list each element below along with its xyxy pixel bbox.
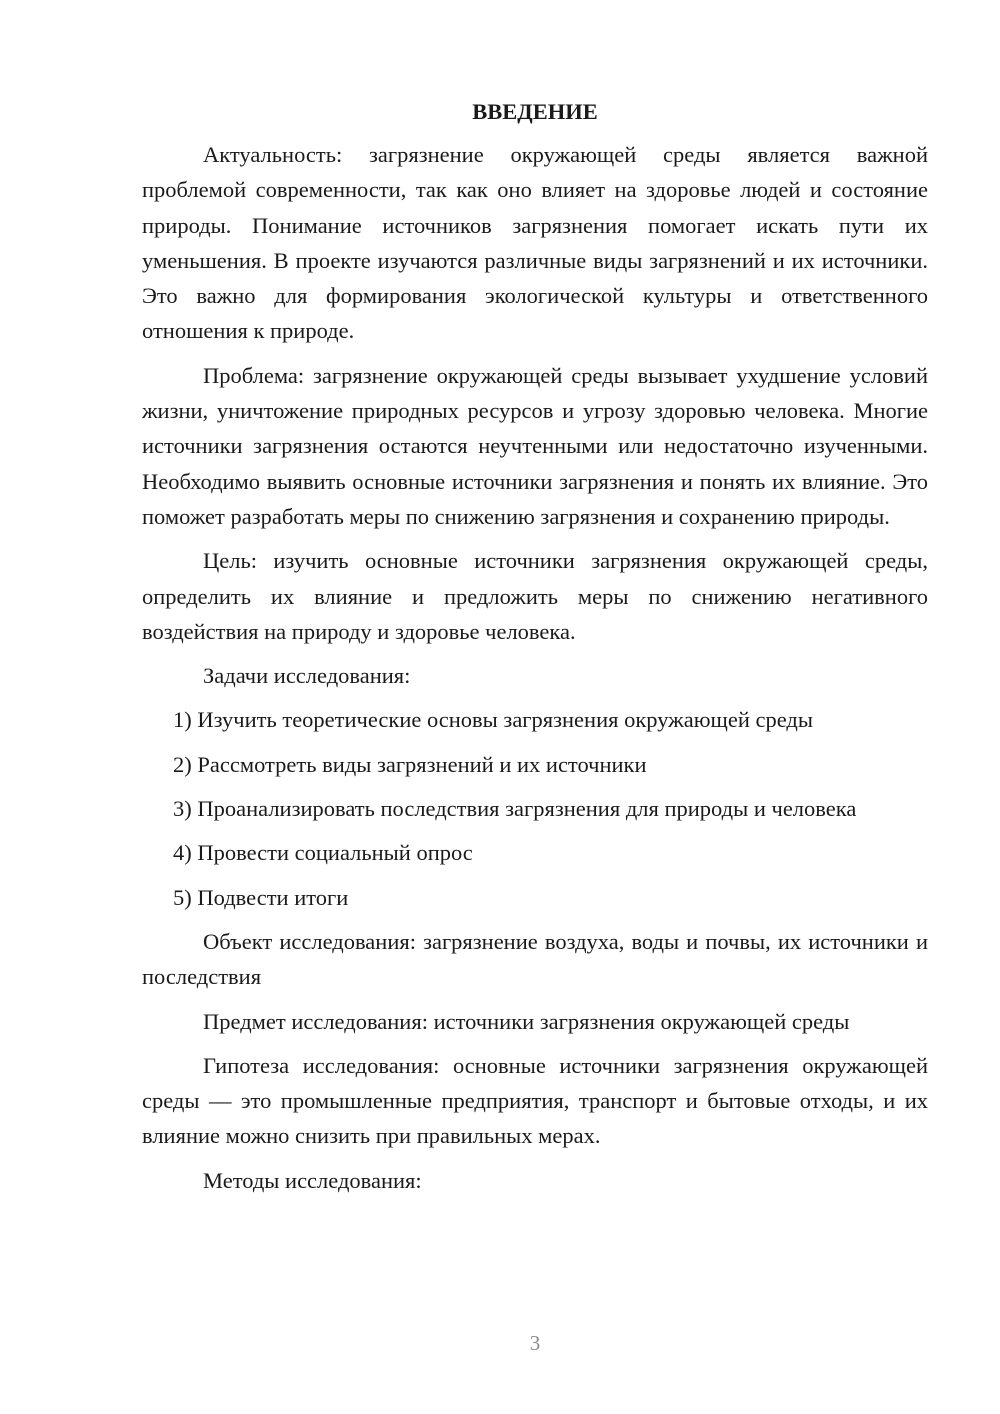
task-item-3: 3) Проанализировать последствия загрязнения для природы и человека bbox=[173, 796, 857, 822]
paragraph-goal: Цель: изучить основные источники загрязнения окружающей среды, определить их влияние и предложить меры по снижению негативного воздействия на природу и здоровье человека. bbox=[142, 548, 928, 644]
task-item-1: 1) Изучить теоретические основы загрязнения окружающей среды bbox=[173, 707, 813, 733]
paragraph-hypothesis: Гипотеза исследования: основные источники загрязнения окружающей среды — это промышленные предприятия, транспорт и бытовые отходы, и их влияние можно снизить при правильных мерах. bbox=[142, 1052, 928, 1149]
task-item-2: 2) Рассмотреть виды загрязнений и их источники bbox=[173, 751, 647, 777]
tasks-heading: Задачи исследования: bbox=[203, 663, 411, 689]
paragraph-methods: Методы исследования: bbox=[203, 1167, 422, 1193]
paragraph-subject: Предмет исследования: источники загрязнения окружающей среды bbox=[203, 1008, 850, 1034]
document-page bbox=[142, 94, 928, 1198]
paragraph-relevance: Актуальность: загрязнение окружающей среды является важной проблемой современности, так как оно влияет на здоровье людей и состояние природы. Понимание источников загрязнения помогает искать пути их уменьшения. В проекте изучаются различные виды загрязнений и их источники. Это важно для формирования экологической культуры и ответственного отношения к природе. bbox=[142, 142, 928, 344]
task-item-5: 5) Подвести итоги bbox=[173, 884, 349, 910]
paragraph-object: Объект исследования: загрязнение воздуха, воды и почвы, их источники и последствия bbox=[142, 928, 928, 990]
document-title: ВВЕДЕНИЕ bbox=[472, 99, 598, 124]
task-item-4: 4) Провести социальный опрос bbox=[173, 840, 473, 866]
paragraph-problem: Проблема: загрязнение окружающей среды вызывает ухудшение условий жизни, уничтожение природных ресурсов и угрозу здоровью человека. Многие источники загрязнения остаются неучтенными или недостаточно изученными. Необходимо выявить основные источники загрязнения и понять их влияние. Это поможет разработать меры по снижению загрязнения и сохранению природы. bbox=[142, 362, 928, 529]
page-number: 3 bbox=[529, 1331, 541, 1355]
